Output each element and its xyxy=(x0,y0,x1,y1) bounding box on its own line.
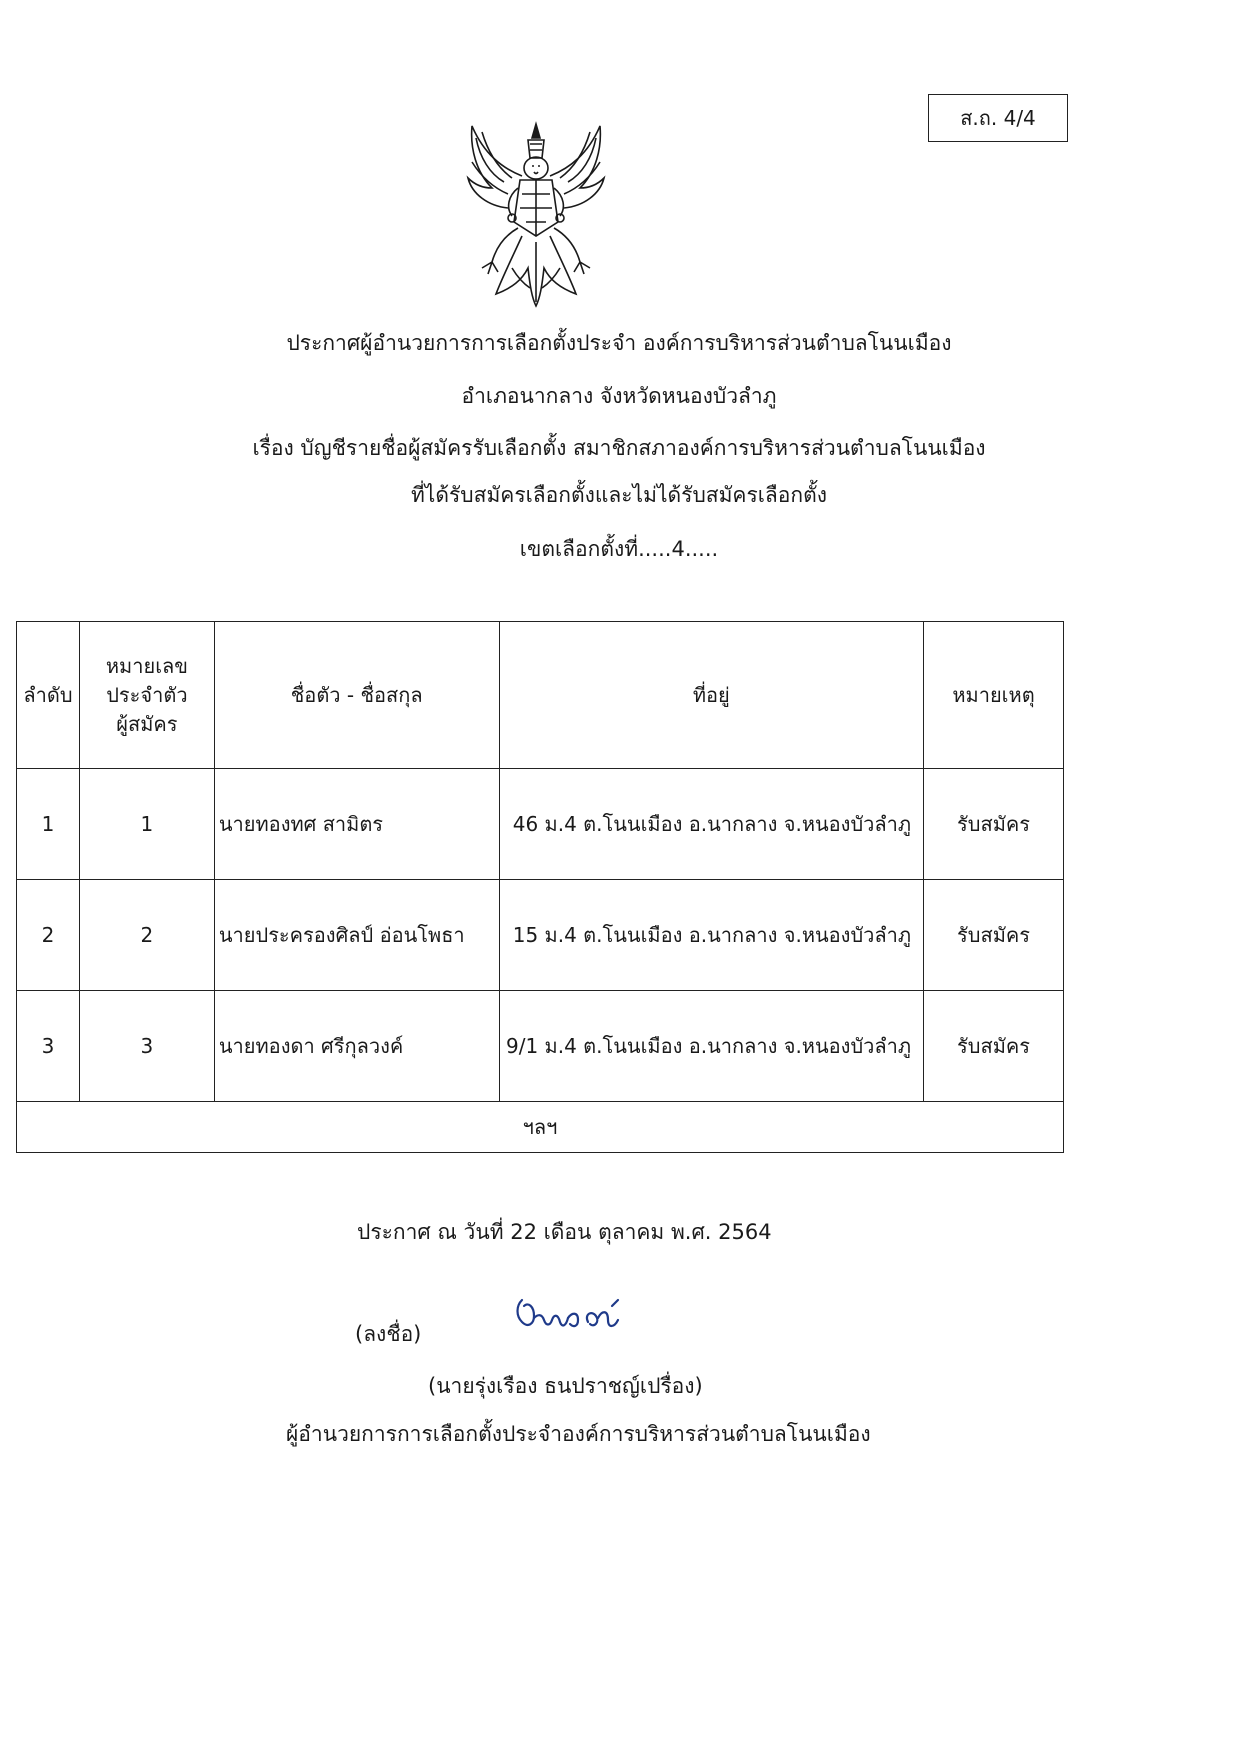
signer-title: ผู้อำนวยการการเลือกตั้งประจำองค์การบริหารส่วนตำบลโนนเมือง xyxy=(286,1422,871,1446)
sign-label: (ลงชื่อ) xyxy=(355,1322,422,1346)
cell-remark: รับสมัคร xyxy=(924,880,1064,991)
heading-line-2: อำเภอนากลาง จังหวัดหนองบัวลำภู xyxy=(461,384,777,408)
form-code-box xyxy=(928,94,1068,142)
cell-address: 46 ม.4 ต.โนนเมือง อ.นากลาง จ.หนองบัวลำภู xyxy=(499,769,924,880)
heading-line-1: ประกาศผู้อำนวยการการเลือกตั้งประจำ องค์การบริหารส่วนตำบลโนนเมือง xyxy=(286,331,952,355)
cell-name: นายทองดา ศรีกุลวงค์ xyxy=(214,991,499,1102)
header-number-line-2: ประจำตัว xyxy=(106,682,188,707)
cell-order: 2 xyxy=(17,880,80,991)
table-row xyxy=(17,880,1064,991)
cell-order: 3 xyxy=(17,991,80,1102)
cell-remark: รับสมัคร xyxy=(924,769,1064,880)
header-remark: หมายเหตุ xyxy=(924,622,1064,769)
table-etc-row xyxy=(17,1102,1064,1153)
garuda-emblem-icon xyxy=(462,118,610,310)
header-number-line-3: ผู้สมัคร xyxy=(116,711,178,736)
header-candidate-number xyxy=(79,622,214,769)
heading-line-5: เขตเลือกตั้งที่.....4..... xyxy=(519,537,719,561)
header-number-line-1: หมายเลข xyxy=(105,653,188,678)
header-address: ที่อยู่ xyxy=(499,622,924,769)
candidates-table xyxy=(16,621,1064,1153)
cell-name: นายประครองศิลป์ อ่อนโพธา xyxy=(214,880,499,991)
signer-name: (นายรุ่งเรือง ธนปราชญ์เปรื่อง) xyxy=(428,1374,703,1398)
cell-address: 9/1 ม.4 ต.โนนเมือง อ.นากลาง จ.หนองบัวลำภู xyxy=(499,991,924,1102)
header-name: ชื่อตัว - ชื่อสกุล xyxy=(214,622,499,769)
announce-date: ประกาศ ณ วันที่ 22 เดือน ตุลาคม พ.ศ. 2564 xyxy=(357,1220,772,1244)
cell-etc: ฯลฯ xyxy=(17,1102,1064,1153)
cell-order: 1 xyxy=(17,769,80,880)
table-row xyxy=(17,991,1064,1102)
cell-remark: รับสมัคร xyxy=(924,991,1064,1102)
form-code: ส.ถ. 4/4 xyxy=(960,106,1036,130)
header-order: ลำดับ xyxy=(17,622,80,769)
heading-line-4: ที่ได้รับสมัครเลือกตั้งและไม่ได้รับสมัครเลือกตั้ง xyxy=(410,483,828,507)
cell-number: 1 xyxy=(79,769,214,880)
cell-name: นายทองทศ สามิตร xyxy=(214,769,499,880)
cell-number: 2 xyxy=(79,880,214,991)
cell-number: 3 xyxy=(79,991,214,1102)
signature xyxy=(508,1292,626,1344)
cell-address: 15 ม.4 ต.โนนเมือง อ.นากลาง จ.หนองบัวลำภู xyxy=(499,880,924,991)
table-header-row xyxy=(17,622,1064,769)
table-row xyxy=(17,769,1064,880)
heading-line-3: เรื่อง บัญชีรายชื่อผู้สมัครรับเลือกตั้ง สมาชิกสภาองค์การบริหารส่วนตำบลโนนเมือง xyxy=(252,436,986,460)
